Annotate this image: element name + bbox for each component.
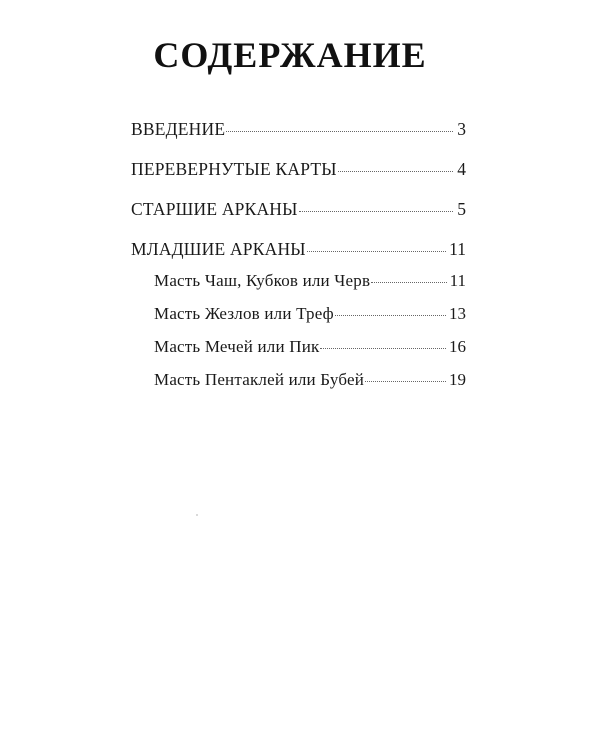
toc-subentry-label: Масть Чаш, Кубков или Черв	[154, 271, 371, 290]
toc-page-number: 16	[449, 337, 466, 356]
toc-page-number: 19	[449, 370, 466, 389]
dot-leader	[371, 282, 446, 283]
page-title: СОДЕРЖАНИЕ	[153, 35, 427, 75]
table-of-contents	[131, 118, 466, 402]
dot-leader	[338, 171, 453, 172]
toc-entry-label: ПЕРЕВЕРНУТЫЕ КАРТЫ	[131, 159, 337, 179]
toc-page-number: 3	[457, 119, 466, 139]
toc-entry-introduction[interactable]	[131, 118, 466, 140]
toc-page-number: 13	[449, 304, 466, 323]
dot-leader	[307, 251, 446, 252]
toc-entry-label: ВВЕДЕНИЕ	[131, 119, 226, 139]
toc-page-number: 5	[457, 199, 466, 219]
toc-page-number: 4	[457, 159, 466, 179]
dot-leader	[299, 211, 453, 212]
toc-entry-reversed-cards[interactable]	[131, 158, 466, 180]
toc-subentry-pentacles[interactable]	[131, 369, 466, 391]
toc-entry-minor-arcana[interactable]	[131, 238, 466, 260]
toc-subentry-label: Масть Мечей или Пик	[154, 337, 320, 356]
toc-entry-label: МЛАДШИЕ АРКАНЫ	[131, 239, 306, 259]
dot-leader	[226, 131, 453, 132]
paper-speck	[196, 514, 198, 516]
toc-subentry-cups[interactable]	[131, 270, 466, 292]
toc-subentry-label: Масть Жезлов или Треф	[154, 304, 334, 323]
dot-leader	[365, 381, 446, 382]
toc-subentry-wands[interactable]	[131, 303, 466, 325]
toc-page-number: 11	[449, 239, 466, 259]
toc-page-number: 11	[449, 271, 466, 290]
toc-subentry-swords[interactable]	[131, 336, 466, 358]
dot-leader	[335, 315, 446, 316]
dot-leader	[320, 348, 446, 349]
toc-subentry-label: Масть Пентаклей или Бубей	[154, 370, 364, 389]
toc-entry-major-arcana[interactable]	[131, 198, 466, 220]
toc-entry-label: СТАРШИЕ АРКАНЫ	[131, 199, 298, 219]
